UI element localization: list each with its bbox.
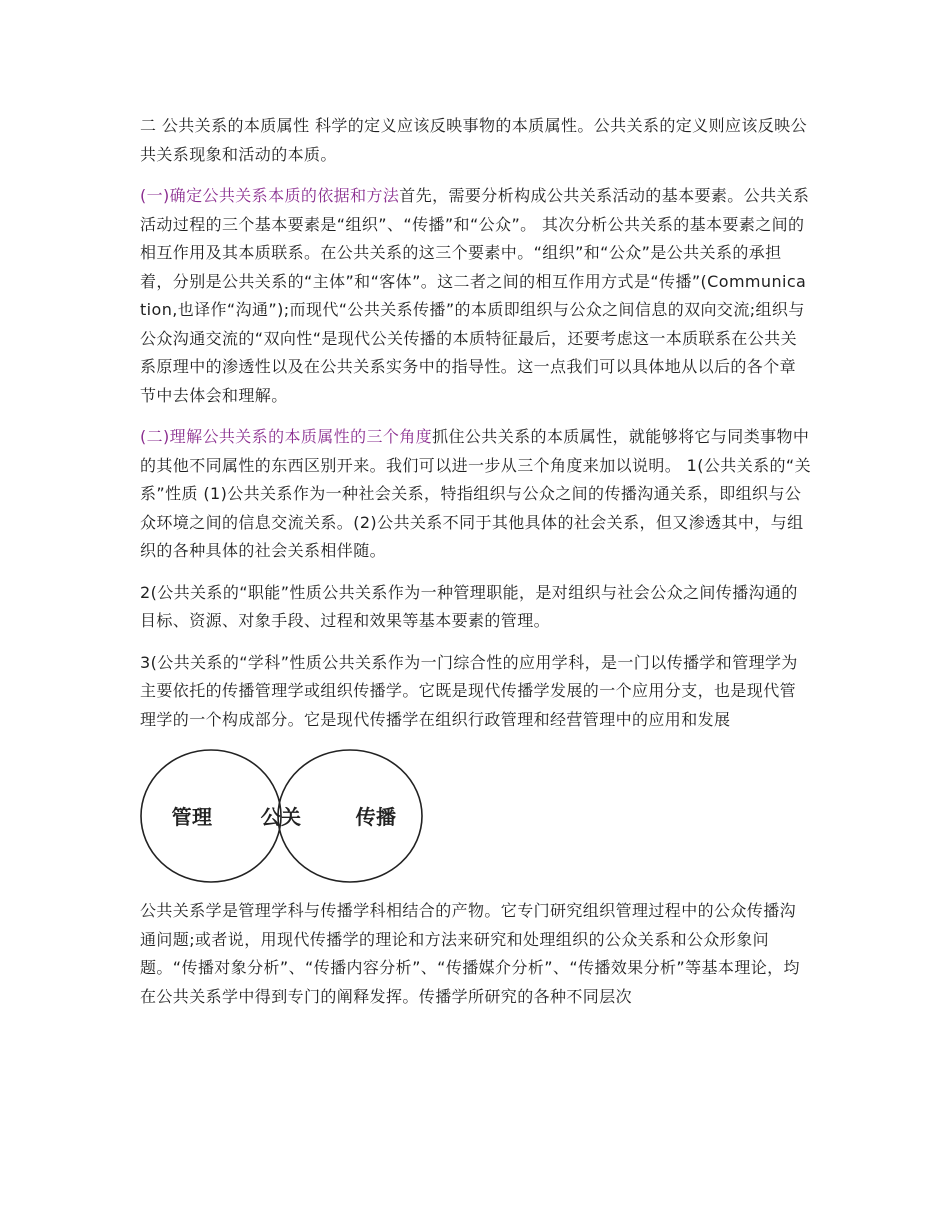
venn-label-pr: 公关: [260, 805, 302, 829]
venn-label-management: 管理: [171, 805, 213, 829]
paragraph-text: 公共关系学是管理学科与传播学科相结合的产物。它专门研究组织管理过程中的公众传播沟通问题;或者说，用现代传播学的理论和方法来研究和处理组织的公众关系和公众形象问题。“传播对象分析”、“传播内容分析”、“传播媒介分析”、“传播效果分析”等基本理论，均在公共关系学中得到专门的阐释发挥。传播学所研究的各种不同层次: [140, 901, 800, 1006]
paragraph-closing: [140, 897, 812, 1011]
paragraph-text: 3(公共关系的“学科”性质公共关系作为一门综合性的应用学科，是一门以传播学和管理学为主要依托的传播管理学或组织传播学。它既是现代传播学发展的一个应用分支，也是现代管理学的一个构成部分。它是现代传播学在组织行政管理和经营管理中的应用和发展: [140, 652, 798, 729]
section-heading: (二)理解公共关系的本质属性的三个角度: [140, 427, 433, 446]
paragraph-section-1: [140, 182, 812, 410]
paragraph-text: 首先，需要分析构成公共关系活动的基本要素。公共关系活动过程的三个基本要素是“组织”、“传播”和“公众”。 其次分析公共关系的基本要素之间的相互作用及其本质联系。在公共关系的这三个要素中。“组织”和“公众”是公共关系的承担着，分别是公共关系的“主体”和“客体”。这二者之间的相互作用方式是“传播”(Communication,也译作“沟通”);而现代“公共关系传播”的本质即组织与公众之间信息的双向交流;组织与公众沟通交流的“双向性“是现代公关传播的本质特征最后，还要考虑这一本质联系在公共关系原理中的渗透性以及在公共关系实务中的指导性。这一点我们可以具体地从以后的各个章节中去体会和理解。: [140, 186, 810, 405]
paragraph-point-2: [140, 579, 812, 636]
paragraph-text: 二 公共关系的本质属性 科学的定义应该反映事物的本质属性。公共关系的定义则应该反映公共关系现象和活动的本质。: [140, 116, 807, 164]
section-heading: (一)确定公共关系本质的依据和方法: [140, 186, 400, 205]
paragraph-section-2: [140, 423, 812, 566]
paragraph-point-3: [140, 649, 812, 735]
paragraph-intro: [140, 112, 812, 169]
paragraph-text: 2(公共关系的“职能”性质公共关系作为一种管理职能，是对组织与社会公众之间传播沟通的目标、资源、对象手段、过程和效果等基本要素的管理。: [140, 582, 798, 630]
venn-diagram: [140, 747, 430, 885]
paragraph-text: 抓住公共关系的本质属性，就能够将它与同类事物中的其他不同属性的东西区别开来。我们可以进一步从三个角度来加以说明。 1(公共关系的“关系”性质 (1)公共关系作为一种社会关系，特指组织与公众之间的传播沟通关系，即组织与公众环境之间的信息交流关系。(2)公共关系不同于其他具体的社会关系，但又渗透其中，与组织的各种具体的社会关系相伴随。: [140, 427, 811, 560]
document-body: [140, 112, 812, 1024]
venn-label-communication: 传播: [355, 805, 397, 829]
